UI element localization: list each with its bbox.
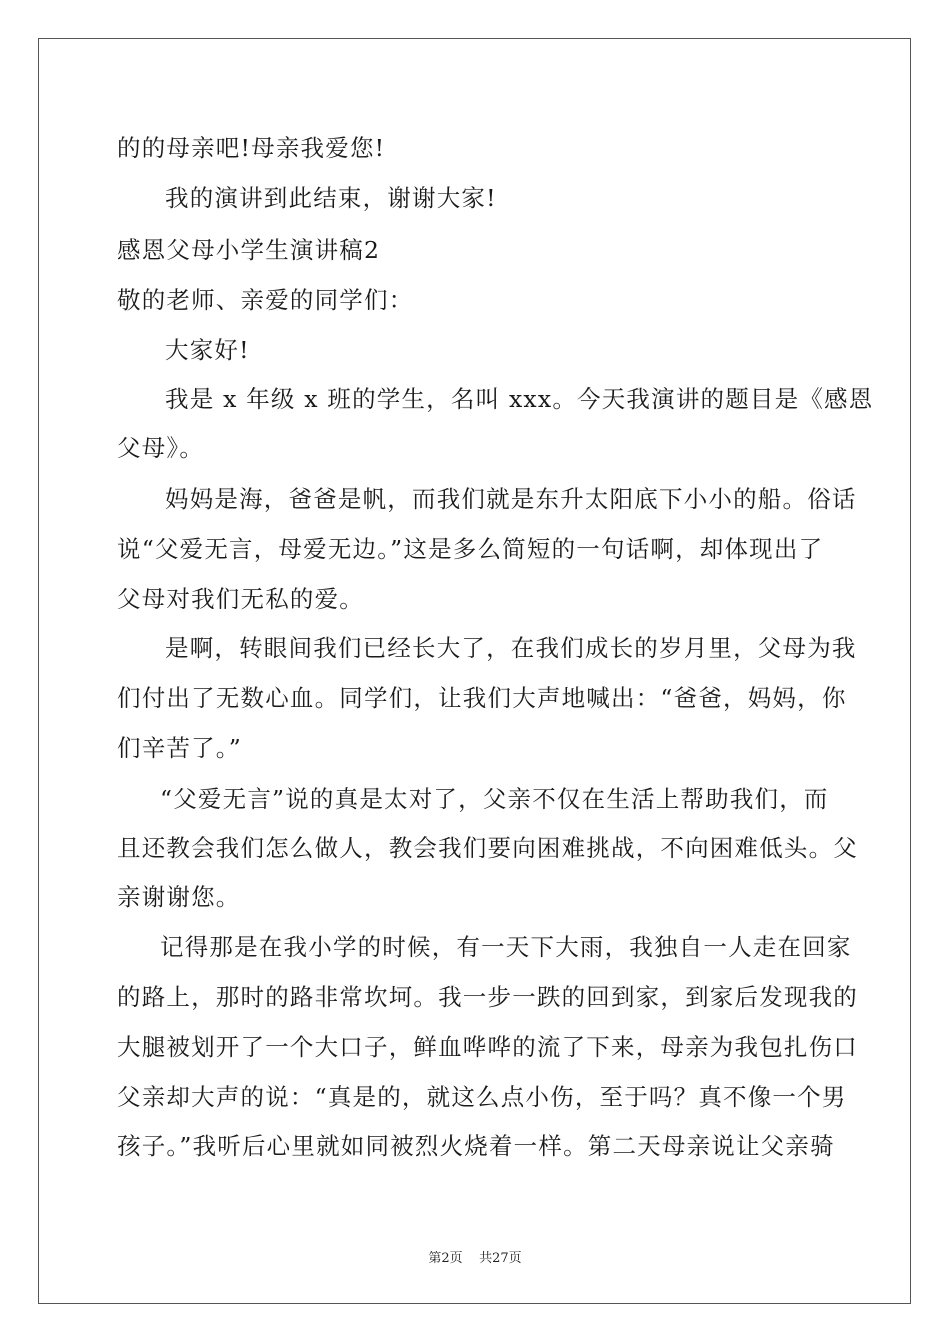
text-line: 我的演讲到此结束，谢谢大家! [165,184,497,212]
text-line: 们辛苦了。” [117,734,242,762]
text-line: 且还教会我们怎么做人，教会我们要向困难挑战，不向困难低头。父 [117,834,858,862]
page-border [38,38,911,1304]
text-line: 是啊，转眼间我们已经长大了，在我们成长的岁月里，父母为我 [165,634,857,662]
text-line: 记得那是在我小学的时候，有一天下大雨，我独自一人走在回家 [160,933,852,961]
text-line: 父亲却大声的说：“真是的，就这么点小伤，至于吗？真不像一个男 [117,1083,847,1111]
section-heading: 感恩父母小学生演讲稿2 [117,236,381,264]
page-total: 共27页 [479,1251,522,1266]
text-line: 父母对我们无私的爱。 [117,585,364,613]
text-line: 的的母亲吧!母亲我爱您! [117,134,386,162]
greeting: 大家好! [165,336,250,364]
salutation: 敬的老师、亲爱的同学们： [117,286,414,314]
page-footer [0,1247,950,1266]
page-number: 第2页 [428,1251,463,1266]
text-line: 们付出了无数心血。同学们，让我们大声地喊出：“爸爸，妈妈，你 [117,684,847,712]
text-line: 大腿被划开了一个大口子，鲜血哗哗的流了下来，母亲为我包扎伤口 [117,1033,858,1061]
text-line: 我是 x 年级 x 班的学生，名叫 xxx。今天我演讲的题目是《感恩 [165,385,874,413]
text-line: “父爱无言”说的真是太对了，父亲不仅在生活上帮助我们，而 [160,785,829,813]
text-line: 说“父爱无言，母爱无边。”这是多么简短的一句话啊，却体现出了 [117,535,824,563]
text-line: 妈妈是海，爸爸是帆，而我们就是东升太阳底下小小的船。俗话 [165,485,857,513]
text-line: 孩子。”我听后心里就如同被烈火烧着一样。第二天母亲说让父亲骑 [117,1132,835,1160]
text-line: 亲谢谢您。 [117,883,241,911]
text-line: 的路上，那时的路非常坎坷。我一步一跌的回到家，到家后发现我的 [117,983,858,1011]
text-line: 父母》。 [117,434,205,462]
